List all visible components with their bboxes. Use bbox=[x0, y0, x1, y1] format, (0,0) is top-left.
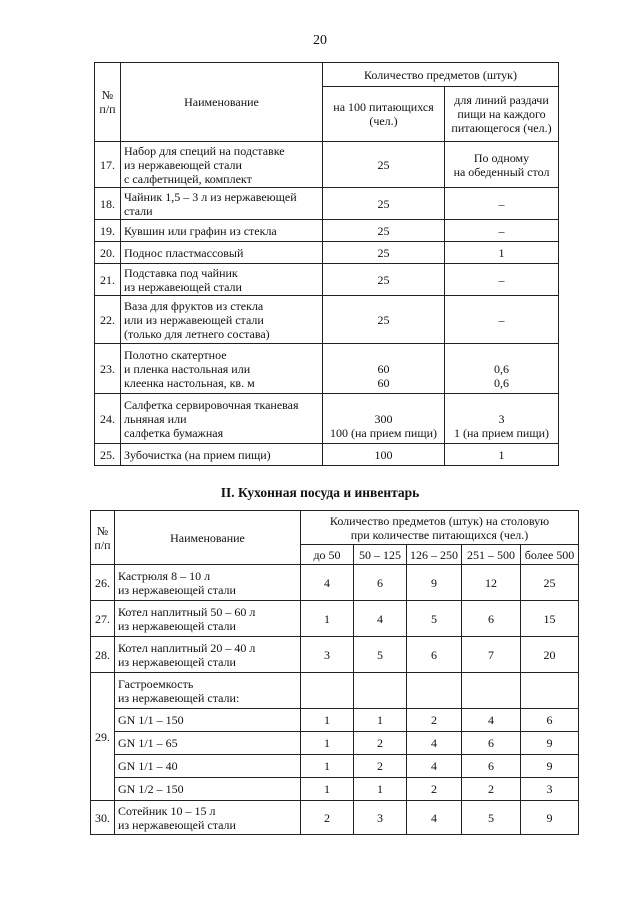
row-number: 19. bbox=[95, 220, 121, 242]
value-cell: 4 bbox=[301, 565, 354, 601]
value-cell: 4 bbox=[462, 709, 521, 732]
value-cell bbox=[301, 673, 354, 709]
page-number: 20 bbox=[313, 33, 327, 48]
value-cell: 6 bbox=[521, 709, 579, 732]
table-row bbox=[91, 601, 579, 637]
value-cell: 6 bbox=[407, 637, 462, 673]
value-cell: 3 bbox=[354, 801, 407, 835]
table-row bbox=[95, 242, 559, 264]
item-name: Котел наплитный 50 – 60 л из нержавеющей стали bbox=[115, 601, 301, 637]
value-cell bbox=[354, 673, 407, 709]
value-cell: 2 bbox=[354, 755, 407, 778]
value-cell: 1 bbox=[354, 778, 407, 801]
table-row bbox=[95, 394, 559, 444]
value-cell: 3 bbox=[521, 778, 579, 801]
value-cell: 6 bbox=[462, 601, 521, 637]
row-number: 18. bbox=[95, 188, 121, 220]
item-name: GN 1/1 – 40 bbox=[115, 755, 301, 778]
row-number: 27. bbox=[91, 601, 115, 637]
value-per-100: 300 100 (на прием пищи) bbox=[323, 394, 445, 444]
value-cell: 2 bbox=[354, 732, 407, 755]
value-cell bbox=[462, 673, 521, 709]
value-cell: 4 bbox=[407, 732, 462, 755]
value-cell bbox=[407, 673, 462, 709]
value-cell: 9 bbox=[521, 732, 579, 755]
value-per-line: – bbox=[445, 188, 559, 220]
row-number: 28. bbox=[91, 637, 115, 673]
table-row bbox=[91, 565, 579, 601]
table-row bbox=[91, 732, 579, 755]
table-row bbox=[91, 778, 579, 801]
item-name: Салфетка сервировочная тканевая льняная или салфетка бумажная bbox=[121, 394, 323, 444]
value-cell: 5 bbox=[407, 601, 462, 637]
item-name: Полотно скатертное и пленка настольная или клеенка настольная, кв. м bbox=[121, 344, 323, 394]
table-row bbox=[91, 801, 579, 835]
item-name: Котел наплитный 20 – 40 л из нержавеющей стали bbox=[115, 637, 301, 673]
table-row bbox=[95, 344, 559, 394]
item-name: GN 1/2 – 150 bbox=[115, 778, 301, 801]
value-per-line: 1 bbox=[445, 444, 559, 466]
value-cell: 20 bbox=[521, 637, 579, 673]
value-cell: 25 bbox=[521, 565, 579, 601]
header-range-2: 126 – 250 bbox=[407, 545, 462, 565]
header-number: № п/п bbox=[95, 63, 121, 142]
value-per-100: 25 bbox=[323, 264, 445, 296]
item-name: Сотейник 10 – 15 л из нержавеющей стали bbox=[115, 801, 301, 835]
value-cell: 4 bbox=[354, 601, 407, 637]
section-title: II. Кухонная посуда и инвентарь bbox=[220, 485, 420, 500]
value-cell bbox=[521, 673, 579, 709]
table-kitchen-items bbox=[90, 510, 579, 835]
table-row bbox=[91, 755, 579, 778]
table-row bbox=[95, 220, 559, 242]
value-per-100: 25 bbox=[323, 220, 445, 242]
value-cell: 6 bbox=[462, 755, 521, 778]
table-row bbox=[95, 296, 559, 344]
item-name: Зубочистка (на прием пищи) bbox=[121, 444, 323, 466]
value-cell: 1 bbox=[354, 709, 407, 732]
header-range-1: 50 – 125 bbox=[354, 545, 407, 565]
value-per-100: 100 bbox=[323, 444, 445, 466]
value-cell: 3 bbox=[301, 637, 354, 673]
value-cell: 6 bbox=[354, 565, 407, 601]
value-per-line: 1 bbox=[445, 242, 559, 264]
value-cell: 1 bbox=[301, 709, 354, 732]
row-number: 23. bbox=[95, 344, 121, 394]
value-cell: 7 bbox=[462, 637, 521, 673]
item-name: Чайник 1,5 – 3 л из нержавеющей стали bbox=[121, 188, 323, 220]
value-cell: 1 bbox=[301, 601, 354, 637]
header-range-0: до 50 bbox=[301, 545, 354, 565]
row-number: 21. bbox=[95, 264, 121, 296]
header-range-4: более 500 bbox=[521, 545, 579, 565]
value-cell: 12 bbox=[462, 565, 521, 601]
row-number: 22. bbox=[95, 296, 121, 344]
value-per-line: – bbox=[445, 220, 559, 242]
value-cell: 1 bbox=[301, 755, 354, 778]
header-number: № п/п bbox=[91, 511, 115, 565]
table-row bbox=[95, 142, 559, 188]
header-name: Наименование bbox=[121, 63, 323, 142]
value-cell: 2 bbox=[462, 778, 521, 801]
value-per-100: 25 bbox=[323, 242, 445, 264]
header-per-line: для линий раздачи пищи на каждого питающегося (чел.) bbox=[445, 87, 559, 142]
row-number: 24. bbox=[95, 394, 121, 444]
item-name: Кастрюля 8 – 10 л из нержавеющей стали bbox=[115, 565, 301, 601]
row-number: 20. bbox=[95, 242, 121, 264]
row-number: 25. bbox=[95, 444, 121, 466]
value-cell: 5 bbox=[462, 801, 521, 835]
value-per-100: 25 bbox=[323, 188, 445, 220]
table-row bbox=[95, 264, 559, 296]
value-cell: 2 bbox=[407, 778, 462, 801]
value-cell: 2 bbox=[301, 801, 354, 835]
value-cell: 9 bbox=[407, 565, 462, 601]
header-quantity-group: Количество предметов (штук) bbox=[323, 63, 559, 87]
table-row bbox=[95, 188, 559, 220]
table-row bbox=[91, 673, 579, 709]
row-number: 30. bbox=[91, 801, 115, 835]
header-name: Наименование bbox=[115, 511, 301, 565]
value-cell: 1 bbox=[301, 732, 354, 755]
item-name: Поднос пластмассовый bbox=[121, 242, 323, 264]
row-number: 26. bbox=[91, 565, 115, 601]
value-cell: 4 bbox=[407, 755, 462, 778]
value-per-line: 0,6 0,6 bbox=[445, 344, 559, 394]
row-number: 29. bbox=[91, 673, 115, 801]
header-range-3: 251 – 500 bbox=[462, 545, 521, 565]
value-cell: 9 bbox=[521, 755, 579, 778]
item-name: GN 1/1 – 65 bbox=[115, 732, 301, 755]
item-name: Кувшин или графин из стекла bbox=[121, 220, 323, 242]
table-dining-items bbox=[94, 62, 559, 466]
value-per-100: 25 bbox=[323, 142, 445, 188]
value-cell: 1 bbox=[301, 778, 354, 801]
value-per-line: – bbox=[445, 296, 559, 344]
item-name: Ваза для фруктов из стекла или из нержавеющей стали (только для летнего состава) bbox=[121, 296, 323, 344]
item-name: Набор для специй на подставке из нержавеющей стали с салфетницей, комплект bbox=[121, 142, 323, 188]
value-cell: 4 bbox=[407, 801, 462, 835]
header-quantity-group: Количество предметов (штук) на столовую при количестве питающихся (чел.) bbox=[301, 511, 579, 545]
value-cell: 5 bbox=[354, 637, 407, 673]
value-per-100: 60 60 bbox=[323, 344, 445, 394]
item-name: GN 1/1 – 150 bbox=[115, 709, 301, 732]
table-row bbox=[91, 637, 579, 673]
value-per-line: – bbox=[445, 264, 559, 296]
table-row bbox=[91, 709, 579, 732]
table-row bbox=[95, 444, 559, 466]
item-name: Гастроемкость из нержавеющей стали: bbox=[115, 673, 301, 709]
row-number: 17. bbox=[95, 142, 121, 188]
value-per-line: По одному на обеденный стол bbox=[445, 142, 559, 188]
value-cell: 2 bbox=[407, 709, 462, 732]
item-name: Подставка под чайник из нержавеющей стали bbox=[121, 264, 323, 296]
value-cell: 6 bbox=[462, 732, 521, 755]
value-cell: 15 bbox=[521, 601, 579, 637]
header-per-100: на 100 питающихся (чел.) bbox=[323, 87, 445, 142]
value-cell: 9 bbox=[521, 801, 579, 835]
value-per-100: 25 bbox=[323, 296, 445, 344]
value-per-line: 3 1 (на прием пищи) bbox=[445, 394, 559, 444]
